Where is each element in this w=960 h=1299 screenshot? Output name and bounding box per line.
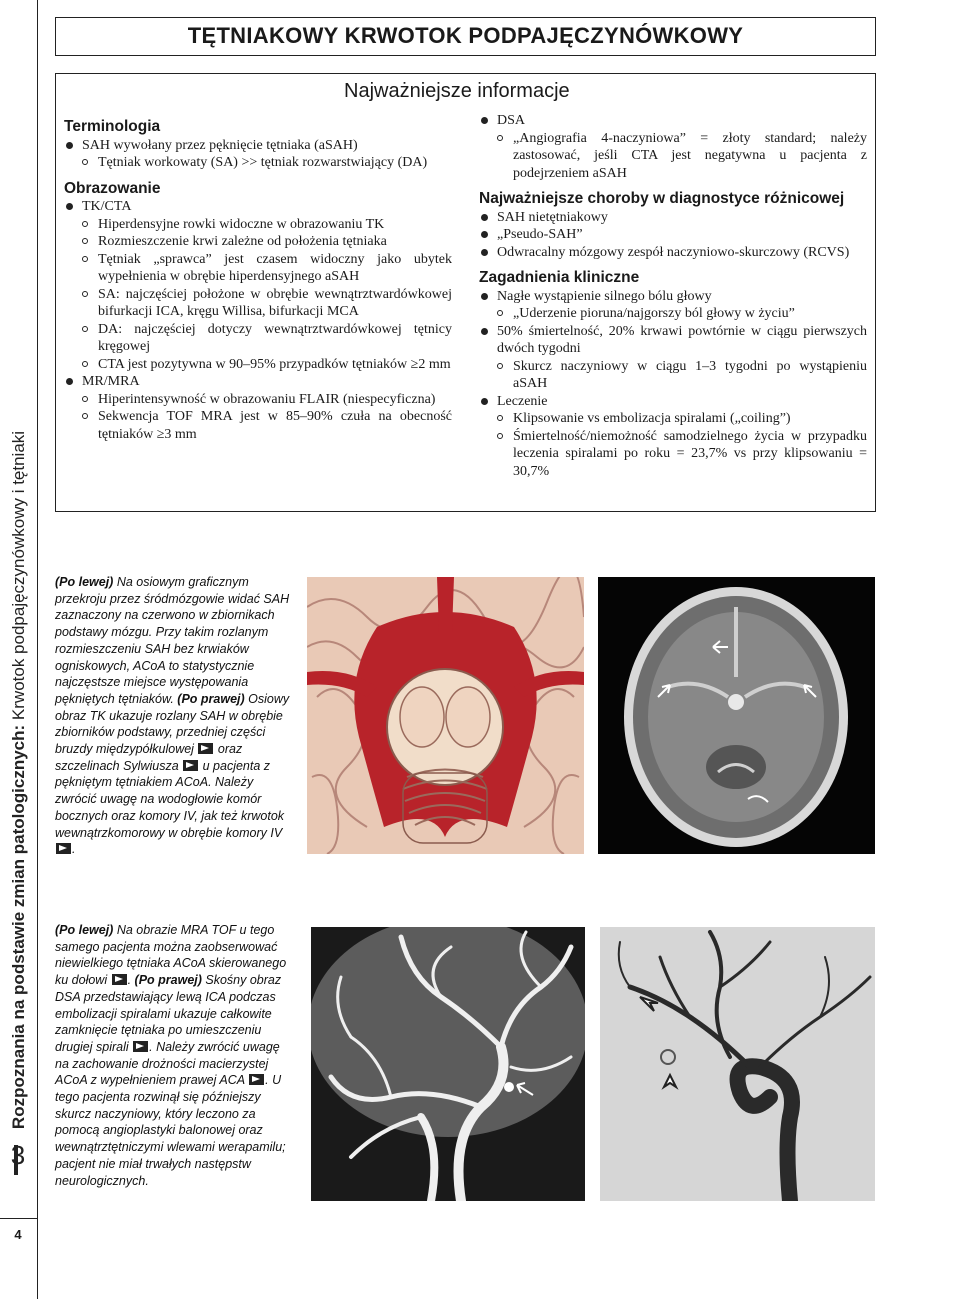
running-header-section: Rozpoznania na podstawie zmian patologicznych: bbox=[9, 724, 28, 1130]
key-facts-left-column bbox=[64, 116, 452, 443]
sub-bullet-item: Hiperintensywność w obrazowaniu FLAIR (niespecyficzna) bbox=[64, 391, 452, 409]
caption-text: . U tego pacjenta rozwinął się późniejszy skurcz naczyniowy, który leczono za pomocą angioplastyki balonowej oraz wewnątrztętniczymi wlewami werapamilu; pacjent nie miał trwałych następstw neurologicznych. bbox=[55, 1073, 286, 1188]
bullet-item: „Pseudo-SAH” bbox=[479, 226, 867, 244]
bullet-item: Nagłe wystąpienie silnego bólu głowy bbox=[479, 288, 867, 306]
bullet-item: Odwracalny mózgowy zespół naczyniowo-skurczowy (RCVS) bbox=[479, 244, 867, 262]
sub-bullet-item: Sekwencja TOF MRA jest w 85–90% czuła na obecność tętniaków ≥3 mm bbox=[64, 408, 452, 443]
title-box bbox=[55, 17, 876, 56]
curved-arrow-icon bbox=[56, 843, 71, 854]
bullet-item: 50% śmiertelność, 20% krwawi powtórnie w ciągu pierwszych dwóch tygodni bbox=[479, 323, 867, 358]
sub-bullet-item: Śmiertelność/niemożność samodzielnego życia w przypadku leczenia spiralami po roku = 23,7% vs przy klipsowaniu = 30,7% bbox=[479, 428, 867, 481]
page-title: TĘTNIAKOWY KRWOTOK PODPAJĘCZYNÓWKOWY bbox=[187, 23, 744, 48]
arrow-icon bbox=[183, 760, 198, 771]
figure-caption-bottom bbox=[55, 922, 295, 1189]
key-facts-right-column bbox=[479, 112, 867, 480]
caption-label-right: (Po prawej) bbox=[177, 691, 245, 706]
caption-label-right: (Po prawej) bbox=[134, 973, 202, 988]
caption-text: Osiowy obraz TK ukazuje rozlany SAH w obrębie zbiorników podstawy, przedniej części bruzdy międzypółkulowej bbox=[55, 691, 290, 757]
arrow-icon bbox=[198, 743, 213, 754]
figure-caption-top bbox=[55, 574, 295, 858]
dsa-image bbox=[600, 927, 875, 1201]
bullet-item: TK/CTA bbox=[64, 198, 452, 216]
caption-label-left: (Po lewej) bbox=[55, 923, 114, 937]
caption-text: Na osiowym graficznym przekroju przez śródmózgowie widać SAH zaznaczony na czerwono w zbiornikach podstawy mózgu. Przy takim rozlanym rozmieszczeniu SAH bez krwiaków ogniskowych, ACoA to statystycznie najczęstsze miejsce występowania pękniętych tętniaków. bbox=[55, 575, 290, 706]
caption-text: Na obrazie MRA TOF u tego samego pacjenta można zaobserwować niewielkiego tętniaka ACoA skierowanego ku dołowi bbox=[55, 923, 287, 988]
axial-midbrain-illustration bbox=[307, 577, 584, 854]
caption-text: u pacjenta z pękniętym tętniakiem ACoA. Należy zwrócić uwagę na wodogłowie komór bocznych oraz komory IV, jak też krwotok wewnątrzkomorowy w obrębie komory IV bbox=[55, 758, 285, 840]
sub-bullet-item: SA: najczęściej położone w obrębie wewnątrztwardówkowej bifurkacji ICA, kręgu Willisa, bifurkacji MCA bbox=[64, 286, 452, 321]
arrow-icon bbox=[133, 1041, 148, 1052]
caption-label-left: (Po lewej) bbox=[55, 575, 114, 589]
sidebar-divider bbox=[0, 1218, 37, 1219]
axial-ct-image bbox=[598, 577, 875, 854]
caption-text: . bbox=[72, 842, 76, 857]
caption-text: . bbox=[127, 973, 135, 988]
sub-bullet-item: Klipsowanie vs embolizacja spiralami („coiling”) bbox=[479, 410, 867, 428]
arrow-icon bbox=[112, 974, 127, 985]
running-header bbox=[9, 431, 29, 1129]
section-heading: Najważniejsze choroby w diagnostyce różnicowej bbox=[479, 190, 845, 207]
sidebar bbox=[0, 0, 38, 1299]
sub-bullet-item: Rozmieszczenie krwi zależne od położenia tętniaka bbox=[64, 233, 452, 251]
page-number: 4 bbox=[14, 1227, 22, 1242]
sub-bullet-item: „Uderzenie pioruna/najgorszy ból głowy w życiu” bbox=[479, 305, 867, 323]
chapter-number: 3 bbox=[10, 1140, 26, 1170]
sub-bullet-item: CTA jest pozytywna w 90–95% przypadków tętniaków ≥2 mm bbox=[64, 356, 452, 374]
section-heading: Terminologia bbox=[64, 118, 161, 135]
caption-text: . Należy zwrócić uwagę na zachowanie drożności macierzystej ACoA z wypełnieniem prawej ACA bbox=[55, 1039, 280, 1088]
bullet-item: Leczenie bbox=[479, 393, 867, 411]
mra-tof-image bbox=[311, 927, 585, 1201]
section-heading: Obrazowanie bbox=[64, 179, 161, 197]
sub-bullet-item: Tętniak „sprawca” jest czasem widoczny jako ubytek wypełnienia w obrębie hiperdensyjnego aSAH bbox=[64, 251, 452, 286]
key-facts-heading: Najważniejsze informacje bbox=[344, 80, 570, 102]
bullet-item: SAH nietętniakowy bbox=[479, 209, 867, 227]
sub-bullet-item: Skurcz naczyniowy w ciągu 1–3 tygodni po wystąpieniu aSAH bbox=[479, 358, 867, 393]
sub-bullet-item: „Angiografia 4-naczyniowa” = złoty standard; należy zastosować, jeśli CTA jest negatywna u pacjenta z podejrzeniem aSAH bbox=[479, 130, 867, 183]
arrow-icon bbox=[249, 1074, 264, 1085]
bullet-item: MR/MRA bbox=[64, 373, 452, 391]
sub-bullet-item: Hiperdensyjne rowki widoczne w obrazowaniu TK bbox=[64, 216, 452, 234]
caption-text: Skośny obraz DSA przedstawiający lewą ICA podczas embolizacji spiralami ukazuje całkowite zamknięcie tętniaka po umieszczeniu drugiej spirali bbox=[55, 973, 282, 1054]
running-header-topic: Krwotok podpajęczynówkowy i tętniaki bbox=[9, 430, 28, 725]
section-heading: Zagadnienia kliniczne bbox=[479, 269, 640, 286]
caption-text: oraz szczelinach Sylwiusza bbox=[55, 742, 243, 773]
sub-bullet-item: Tętniak workowaty (SA) >> tętniak rozwarstwiający (DA) bbox=[64, 154, 452, 172]
sub-bullet-item: DA: najczęściej dotyczy wewnątrztwardówkowej tętnicy kręgowej bbox=[64, 321, 452, 356]
bullet-item: DSA bbox=[479, 112, 867, 130]
bullet-item: SAH wywołany przez pęknięcie tętniaka (aSAH) bbox=[64, 137, 452, 155]
